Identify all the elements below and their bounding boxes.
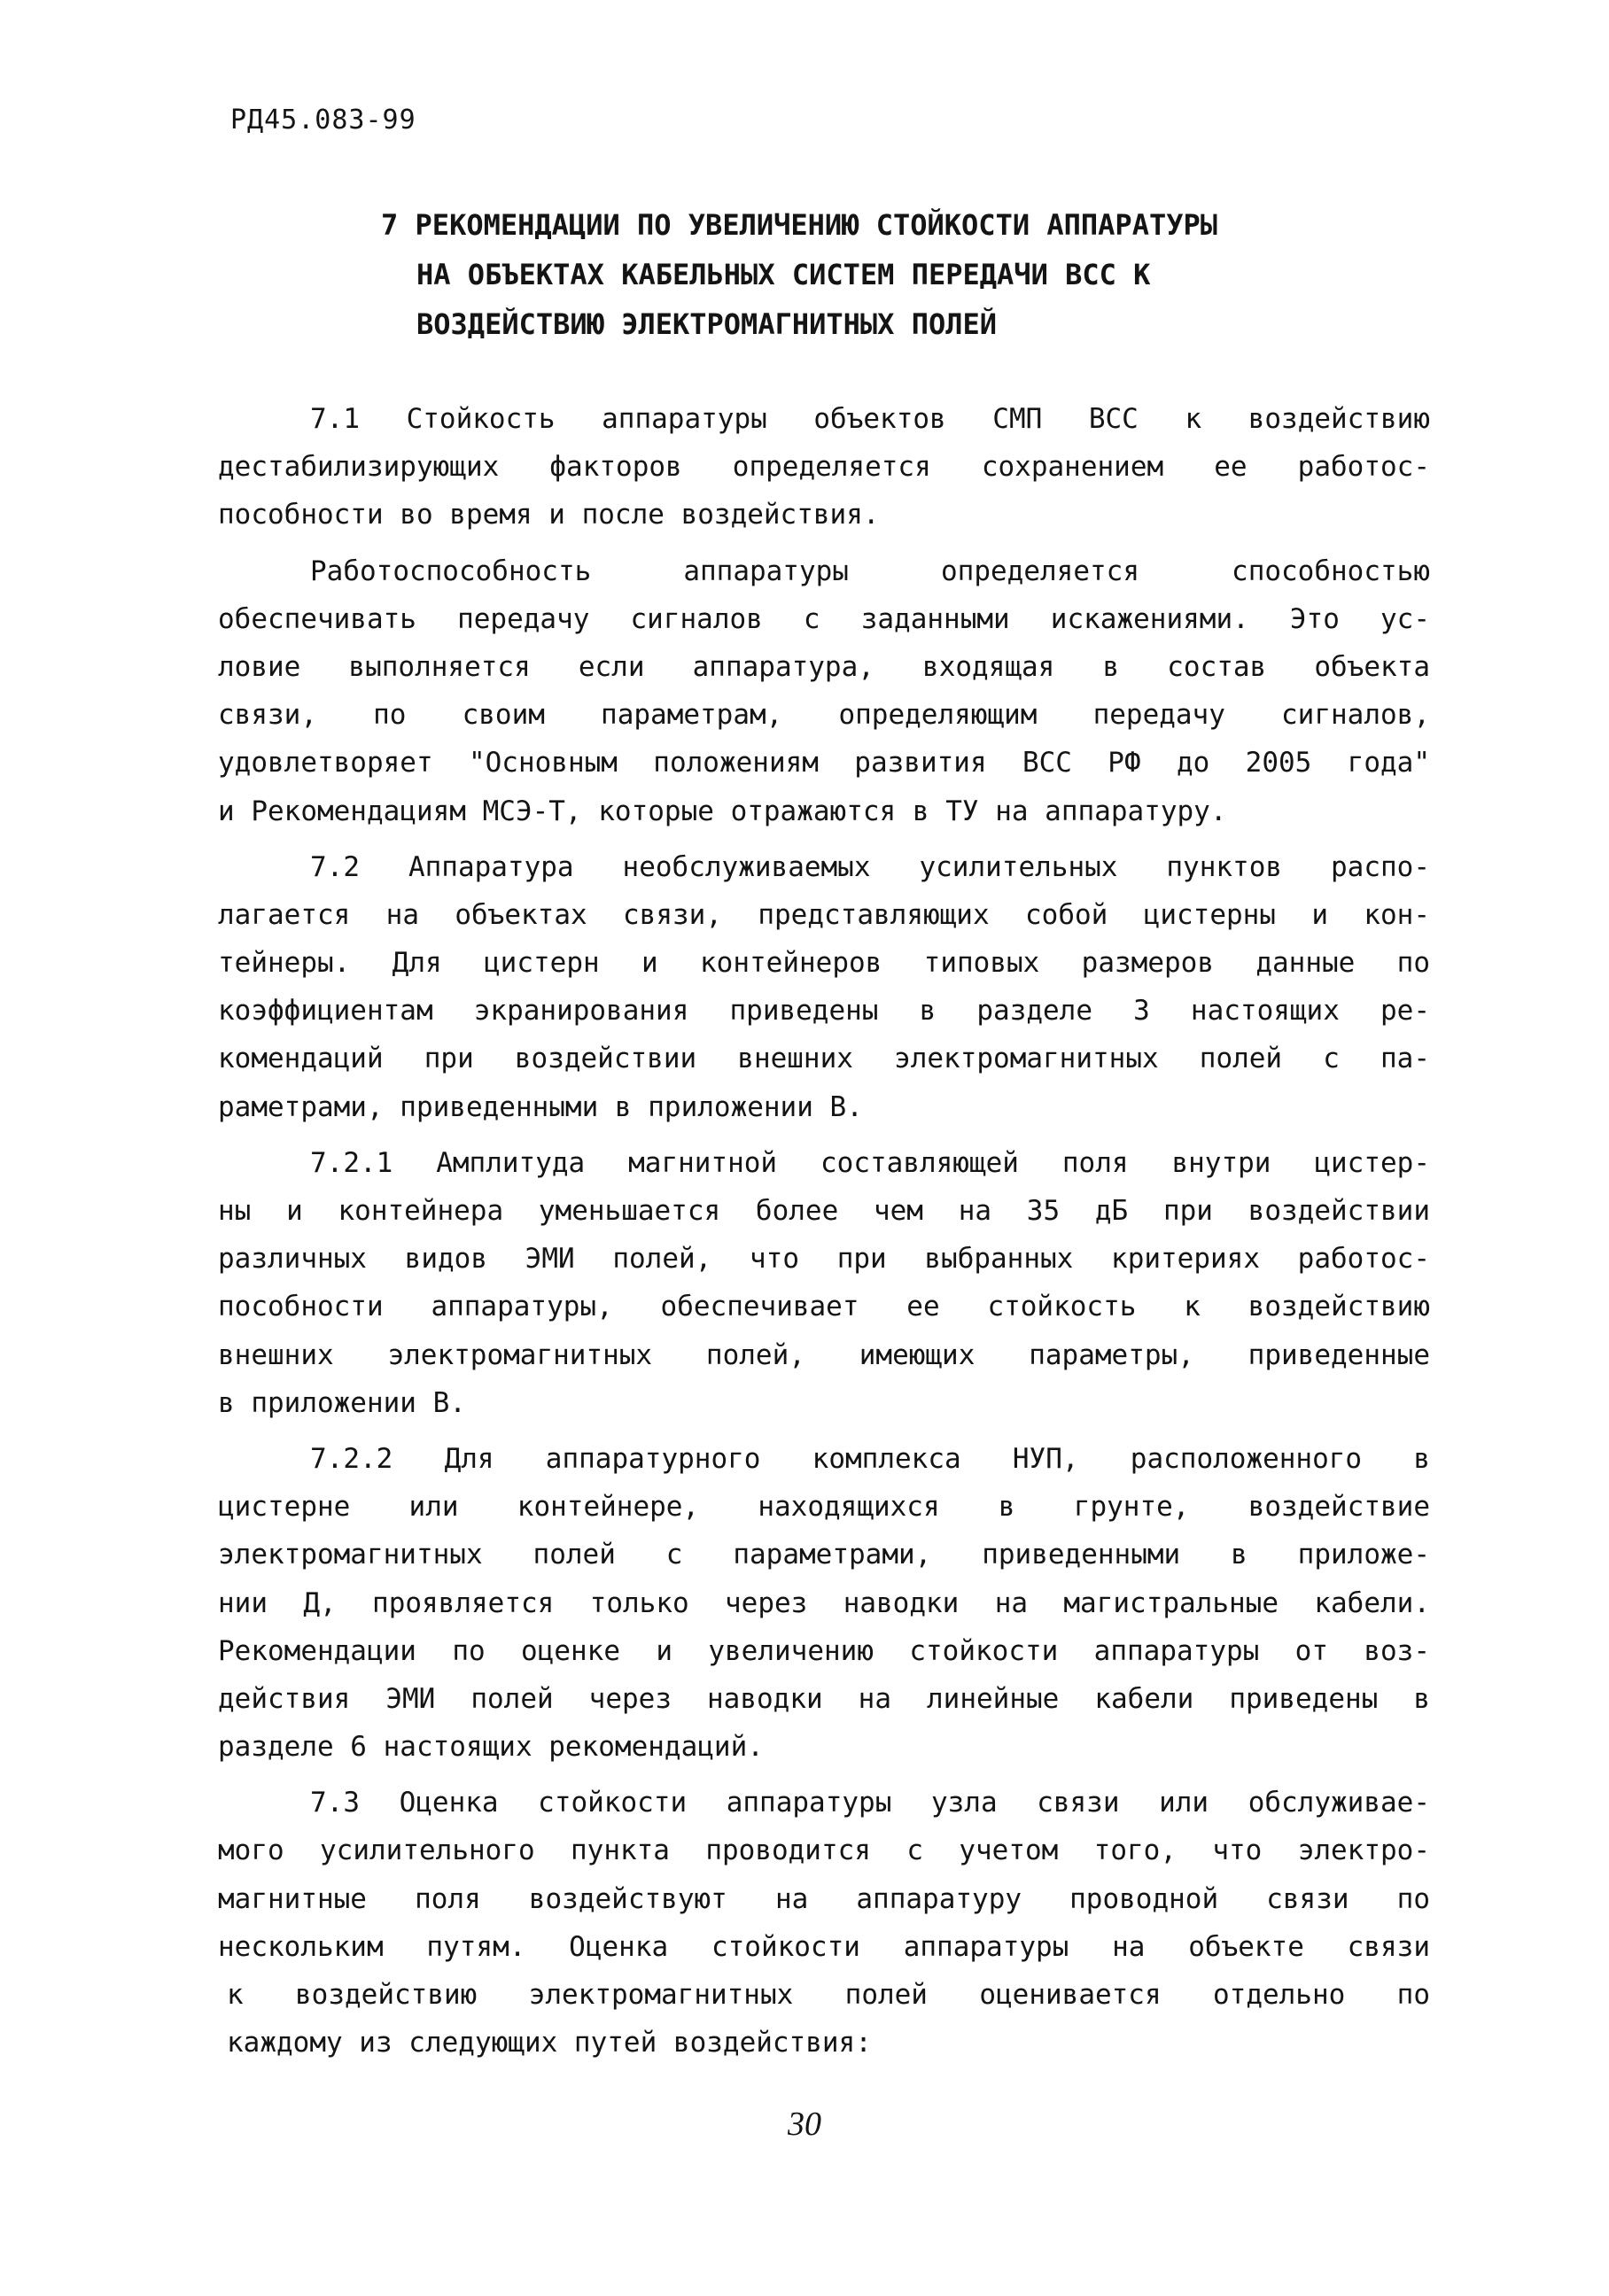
text-line: мого усилительного пункта проводится с учетом того, что электро- (218, 1834, 1430, 1867)
text-line: лагается на объектах связи, представляющих собой цистерны и кон- (218, 898, 1430, 931)
text-line: различных видов ЭМИ полей, что при выбранных критериях работос- (218, 1243, 1430, 1276)
text-line: обеспечивать передачу сигналов с заданными искажениями. Это ус- (218, 602, 1430, 635)
text-line: действия ЭМИ полей через наводки на линейные кабели приведены в (218, 1682, 1430, 1715)
text-line: комендаций при воздействии внешних электромагнитных полей с па- (218, 1043, 1430, 1075)
text-line: нии Д, проявляется только через наводки на магистральные кабели. (218, 1586, 1430, 1619)
body-text (218, 395, 1430, 2075)
paragraph-7-3 (218, 1779, 1430, 2067)
paragraph-7-2-1 (218, 1139, 1430, 1427)
text-line: разделе 6 настоящих рекомендаций. (218, 1731, 764, 1764)
text-line: тейнеры. Для цистерн и контейнеров типовых размеров данные по (218, 947, 1430, 980)
text-line: дестабилизирующих факторов определяется сохранением ее работос- (218, 451, 1430, 484)
text-line: электромагнитных полей с параметрами, приведенными в приложе- (218, 1539, 1430, 1571)
text-line: и Рекомендациям МСЭ-Т, которые отражаются в ТУ на аппаратуру. (218, 795, 1227, 827)
text-line: магнитные поля воздействуют на аппаратуру проводной связи по (218, 1882, 1430, 1915)
text-line: Работоспособность аппаратуры определяется способностью (310, 555, 1430, 587)
text-line: внешних электромагнитных полей, имеющих параметры, приведенные (218, 1338, 1430, 1371)
text-line: раметрами, приведенными в приложении В. (218, 1090, 863, 1123)
paragraph-7-2 (218, 843, 1430, 1131)
section-title-line: ВОЗДЕЙСТВИЮ ЭЛЕКТРОМАГНИТНЫХ ПОЛЕЙ (416, 307, 998, 341)
section-title-line: 7 РЕКОМЕНДАЦИИ ПО УВЕЛИЧЕНИЮ СТОЙКОСТИ АППАРАТУРЫ (381, 208, 1218, 242)
paragraph-operability (218, 547, 1430, 835)
document-code: РД45.083-99 (230, 105, 416, 136)
text-line: в приложении В. (218, 1386, 466, 1419)
text-line: пособности во время и после воздействия. (218, 499, 880, 531)
text-line: пособности аппаратуры, обеспечивает ее стойкость к воздействию (218, 1291, 1430, 1323)
text-line: к воздействию электромагнитных полей оценивается отдельно по (227, 1979, 1430, 2011)
text-line: цистерне или контейнере, находящихся в грунте, воздействие (218, 1491, 1430, 1524)
text-line: связи, по своим параметрам, определяющим передачу сигналов, (218, 699, 1430, 732)
text-line: Рекомендации по оценке и увеличению стойкости аппаратуры от воз- (218, 1634, 1430, 1667)
section-title-line: НА ОБЪЕКТАХ КАБЕЛЬНЫХ СИСТЕМ ПЕРЕДАЧИ ВСС К (416, 258, 1151, 291)
paragraph-7-2-2 (218, 1435, 1430, 1771)
text-line: каждому из следующих путей воздействия: (227, 2027, 872, 2059)
text-line: ловие выполняется если аппаратура, входящая в состав объекта (218, 650, 1430, 683)
page-number: 30 (788, 2106, 821, 2143)
text-line: 7.3 Оценка стойкости аппаратуры узла связи или обслуживае- (310, 1787, 1430, 1819)
text-line: 7.2.2 Для аппаратурного комплекса НУП, расположенного в (310, 1442, 1430, 1475)
text-line: 7.2.1 Амплитуда магнитной составляющей поля внутри цистер- (310, 1146, 1430, 1179)
text-line: нескольким путям. Оценка стойкости аппаратуры на объекте связи (218, 1930, 1430, 1963)
paragraph-7-1 (218, 395, 1430, 539)
text-line: удовлетворяет "Основным положениям развития ВСС РФ до 2005 года" (218, 747, 1430, 780)
text-line: 7.2 Аппаратура необслуживаемых усилительных пунктов распо- (310, 850, 1430, 883)
text-line: 7.1 Стойкость аппаратуры объектов СМП ВСС к воздействию (310, 403, 1430, 435)
text-line: ны и контейнера уменьшается более чем на 35 дБ при воздействии (218, 1195, 1430, 1227)
text-line: коэффициентам экранирования приведены в разделе 3 настоящих ре- (218, 995, 1430, 1028)
section-title (381, 200, 1480, 349)
